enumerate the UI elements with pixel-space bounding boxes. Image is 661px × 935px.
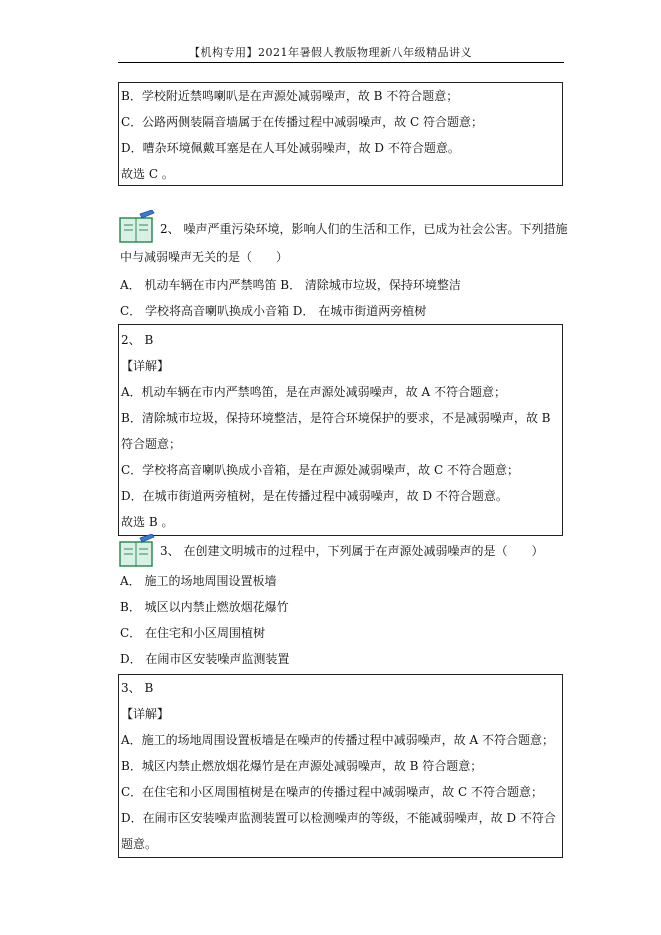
answer-box-3 <box>118 674 563 858</box>
q3-number: 3、 <box>160 544 180 558</box>
q2-stem-2: 中与减弱噪声无关的是（ ） <box>120 250 289 264</box>
box1-line-4: 故选 C 。 <box>121 167 174 181</box>
box3-line-7: 题意。 <box>121 837 158 851</box>
box3-line-2: 【详解】 <box>121 707 170 721</box>
notebook-pen-icon <box>118 210 156 244</box>
box1-line-1: B．学校附近禁鸣喇叭是在声源处减弱噪声，故 B 不符合题意； <box>121 89 459 103</box>
box2-line-8: 故选 B 。 <box>121 515 174 529</box>
q2-number: 2、 <box>160 222 180 236</box>
box3-line-1: 3、 B <box>121 681 154 695</box>
q2-options-1: A． 机动车辆在市内严禁鸣笛 B． 清除城市垃圾，保持环境整洁 <box>120 278 461 292</box>
q3-option-c: C． 在住宅和小区周围植树 <box>120 626 265 640</box>
box2-line-6: C．学校将高音喇叭换成小音箱，是在声源处减弱噪声，故 C 不符合题意； <box>121 463 519 477</box>
box3-line-6: D．在闹市区安装噪声监测装置可以检测噪声的等级，不能减弱噪声，故 D 不符合 <box>121 811 556 825</box>
header-rule <box>118 62 564 63</box>
answer-box-1 <box>118 82 563 186</box>
box2-line-5: 符合题意； <box>121 437 182 451</box>
box3-line-3: A．施工的场地周围设置板墙是在噪声的传播过程中减弱噪声，故 A 不符合题意； <box>121 733 554 747</box>
q3-stem: 在创建文明城市的过程中，下列属于在声源处减弱噪声的是（ ） <box>183 544 544 558</box>
q2-stem-1: 噪声严重污染环境，影响人们的生活和工作，已成为社会公害。下列措施 <box>183 222 568 236</box>
q2-options-2: C． 学校将高音喇叭换成小音箱 D． 在城市街道两旁植树 <box>120 304 427 318</box>
answer-box-2 <box>118 324 563 536</box>
box1-line-3: D．嘈杂环境佩戴耳塞是在人耳处减弱噪声，故 D 不符合题意。 <box>121 141 460 155</box>
box2-line-3: A．机动车辆在市内严禁鸣笛，是在声源处减弱噪声，故 A 不符合题意； <box>121 385 506 399</box>
notebook-pen-icon <box>118 534 156 568</box>
box3-line-4: B．城区内禁止燃放烟花爆竹是在声源处减弱噪声，故 B 符合题意； <box>121 759 483 773</box>
box2-line-7: D．在城市街道两旁植树，是在传播过程中减弱噪声，故 D 不符合题意。 <box>121 489 508 503</box>
box2-line-2: 【详解】 <box>121 359 170 373</box>
box1-line-2: C．公路两侧装隔音墙属于在传播过程中减弱噪声，故 C 符合题意； <box>121 115 483 129</box>
box2-line-4: B．清除城市垃圾，保持环境整洁，是符合环境保护的要求，不是减弱噪声，故 B <box>121 411 551 425</box>
q2-stem-line-1 <box>160 216 567 242</box>
q3-option-d: D． 在闹市区安装噪声监测装置 <box>120 652 290 666</box>
box2-line-1: 2、 B <box>121 333 154 347</box>
q3-option-a: A． 施工的场地周围设置板墙 <box>120 574 277 588</box>
box3-line-5: C．在住宅和小区周围植树是在噪声的传播过程中减弱噪声，故 C 不符合题意； <box>121 785 543 799</box>
q3-stem-line <box>160 538 543 564</box>
page-header: 【机构专用】2021年暑假人教版物理新八年级精品讲义 <box>189 46 472 59</box>
q3-option-b: B． 城区以内禁止燃放烟花爆竹 <box>120 600 289 614</box>
